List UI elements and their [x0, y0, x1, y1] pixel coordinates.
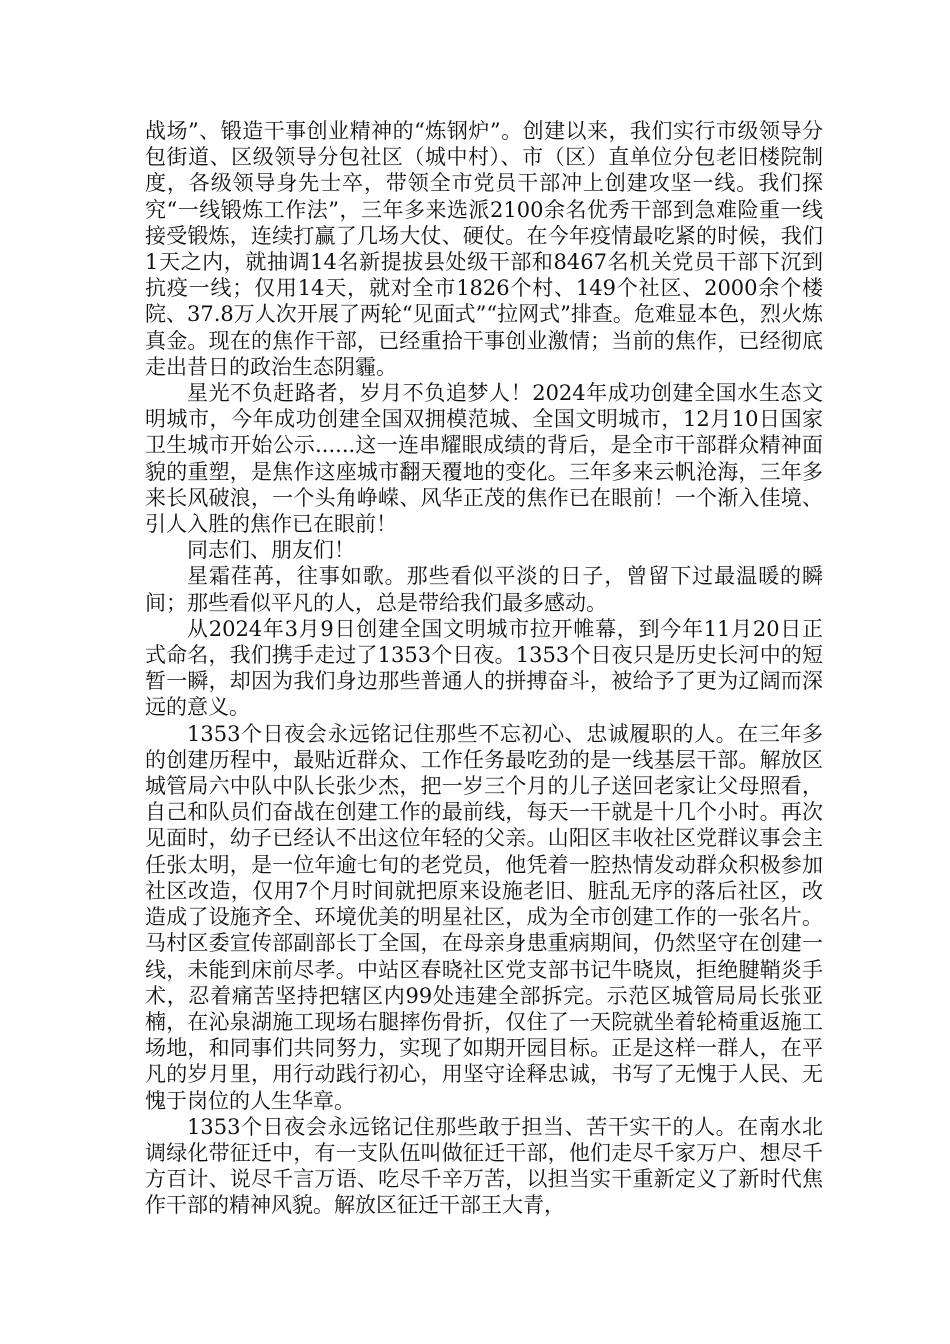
document-body: [145, 118, 823, 1219]
paragraph-5: 从2024年3月9日创建全国文明城市拉开帷幕，到今年11月20日正式命名，我们携手走过了1353个日夜。1353个日夜只是历史长河中的短暂一瞬，却因为我们身边那些普通人的拼搏奋斗，被给予了更为辽阔而深远的意义。: [145, 616, 823, 720]
paragraph-2: 星光不负赶路者，岁月不负追梦人！2024年成功创建全国水生态文明城市，今年成功创建全国双拥模范城、全国文明城市，12月10日国家卫生城市开始公示......这一连串耀眼成绩的背后，是全市干部群众精神面貌的重塑，是焦作这座城市翻天覆地的变化。三年多来云帆沧海，三年多来长风破浪，一个头角峥嵘、风华正茂的焦作已在眼前！一个渐入佳境、引人入胜的焦作已在眼前！: [145, 381, 823, 537]
paragraph-7: 1353个日夜会永远铭记住那些敢于担当、苦干实干的人。在南水北调绿化带征迁中，有一支队伍叫做征迁干部，他们走尽千家万户、想尽千方百计、说尽千言万语、吃尽千辛万苦，以担当实干重新定义了新时代焦作干部的精神风貌。解放区征迁干部王大青，: [145, 1114, 823, 1218]
paragraph-6: 1353个日夜会永远铭记住那些不忘初心、忠诚履职的人。在三年多的创建历程中，最贴近群众、工作任务最吃劲的是一线基层干部。解放区城管局六中队中队长张少杰，把一岁三个月的儿子送回老家让父母照看，自己和队员们奋战在创建工作的最前线，每天一干就是十几个小时。再次见面时，幼子已经认不出这位年轻的父亲。山阳区丰收社区党群议事会主任张太明，是一位年逾七旬的老党员，他凭着一腔热情发动群众积极参加社区改造，仅用7个月时间就把原来设施老旧、脏乱无序的落后社区，改造成了设施齐全、环境优美的明星社区，成为全市创建工作的一张名片。马村区委宣传部副部长丁全国，在母亲身患重病期间，仍然坚守在创建一线，未能到床前尽孝。中站区春晓社区党支部书记牛晓岚，拒绝腱鞘炎手术，忍着痛苦坚持把辖区内99处违建全部拆完。示范区城管局局长张亚楠，在沁泉湖施工现场右腿摔伤骨折，仅住了一天院就坐着轮椅重返施工场地，和同事们共同努力，实现了如期开园目标。正是这样一群人，在平凡的岁月里，用行动践行初心，用坚守诠释忠诚，书写了无愧于人民、无愧于岗位的人生华章。: [145, 721, 823, 1113]
paragraph-3: 同志们、朋友们！: [187, 538, 355, 563]
paragraph-1: 战场”、锻造干事创业精神的“炼钢炉”。创建以来，我们实行市级领导分包街道、区级领导分包社区（城中村）、市（区）直单位分包老旧楼院制度，各级领导身先士卒，带领全市党员干部冲上创建攻坚一线。我们探究“一线锻炼工作法”，三年多来选派2100余名优秀干部到急难险重一线接受锻炼，连续打赢了几场大仗、硬仗。在今年疫情最吃紧的时候，我们1天之内，就抽调14名新提拔县处级干部和8467名机关党员干部下沉到抗疫一线；仅用14天，就对全市1826个村、149个社区、2000余个楼院、37.8万人次开展了两轮“见面式”“拉网式”排查。危难显本色，烈火炼真金。现在的焦作干部，已经重拾干事创业激情；当前的焦作，已经彻底走出昔日的政治生态阴霾。: [145, 119, 823, 379]
paragraph-4: 星霜荏苒，往事如歌。那些看似平淡的日子，曾留下过最温暖的瞬间；那些看似平凡的人，总是带给我们最多感动。: [145, 564, 823, 615]
